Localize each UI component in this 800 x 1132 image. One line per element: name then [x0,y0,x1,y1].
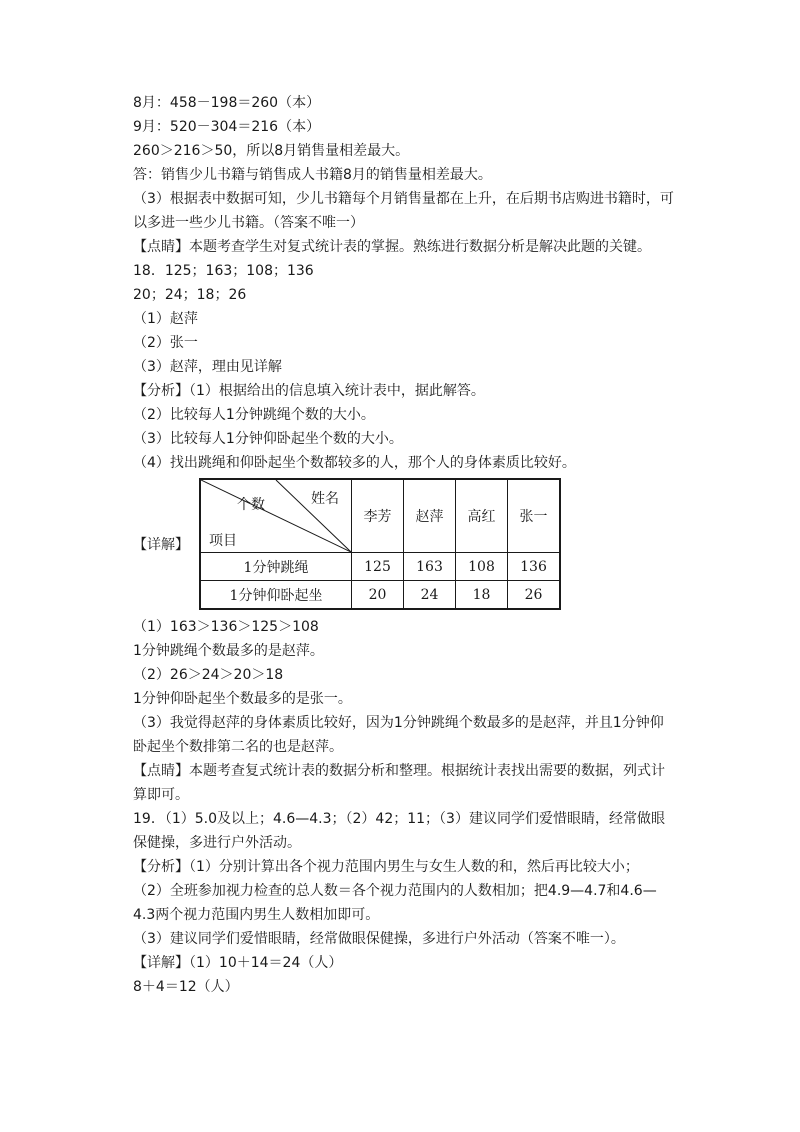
text-line: 4.3两个视力范围内男生人数相加即可。 [133,907,380,923]
name-header-cell: 赵萍 [404,479,456,553]
text-line: 8＋4＝12（人） [133,979,239,995]
text-line: 20；24；18；26 [133,287,247,303]
text-block-bottom [133,616,693,1000]
statistics-table [199,478,561,610]
text-line: 18．125；163；108；136 [133,263,314,279]
text-line: 卧起坐个数排第二名的也是赵萍。 [133,739,343,755]
value-cell: 136 [508,553,561,581]
diagonal-header-cell [200,479,352,553]
corner-label-item: 项目 [209,533,237,549]
text-line: 【详解】（1）10＋14＝24（人） [133,955,343,971]
text-line: （2）比较每人1分钟跳绳个数的大小。 [133,407,375,423]
item-cell: 1分钟跳绳 [200,553,352,581]
value-cell: 18 [456,581,508,610]
text-line: 8月：458－198＝260（本） [133,95,321,111]
text-line: （2）张一 [133,335,198,351]
value-cell: 125 [352,553,404,581]
text-line: （1）赵萍 [133,311,198,327]
corner-label-count: 个数 [237,497,265,513]
text-line: 【分析】（1）分别计算出各个视力范围内男生与女生人数的和，然后再比较大小； [133,859,639,875]
text-line: 19．（1）5.0及以上；4.6—4.3；（2）42；11；（3）建议同学们爱惜眼睛，经常做眼 [133,811,665,827]
table-row [200,553,560,581]
item-cell: 1分钟仰卧起坐 [200,581,352,610]
text-line: 答：销售少儿书籍与销售成人书籍8月的销售量相差最大。 [133,167,492,183]
detail-table-row [133,478,693,610]
text-line: （3）我觉得赵萍的身体素质比较好，因为1分钟跳绳个数最多的是赵萍，并且1分钟仰 [133,715,664,731]
detail-label: 【详解】 [133,537,189,553]
text-line: （4）找出跳绳和仰卧起坐个数都较多的人，那个人的身体素质比较好。 [133,455,576,471]
text-line: 【点睛】本题考查学生对复式统计表的掌握。熟练进行数据分析是解决此题的关键。 [133,239,651,255]
text-line: 【点睛】本题考查复式统计表的数据分析和整理。根据统计表找出需要的数据，列式计 [133,763,665,779]
table-row [200,581,560,610]
name-header-cell: 高红 [456,479,508,553]
corner-label-name: 姓名 [311,491,339,507]
value-cell: 24 [404,581,456,610]
text-line: （1）163＞136＞125＞108 [133,619,319,635]
text-line: 9月：520－304＝216（本） [133,119,321,135]
text-line: （2）全班参加视力检查的总人数＝各个视力范围内的人数相加；把4.9—4.7和4.6— [133,883,657,899]
text-line: 260＞216＞50，所以8月销售量相差最大。 [133,143,410,159]
text-line: 算即可。 [133,787,189,803]
value-cell: 26 [508,581,561,610]
table-header-row [200,479,560,553]
value-cell: 163 [404,553,456,581]
text-line: （3）比较每人1分钟仰卧起坐个数的大小。 [133,431,403,447]
name-header-cell: 张一 [508,479,561,553]
name-header-cell: 李芳 [352,479,404,553]
document-page [133,92,693,1000]
text-line: 保健操，多进行户外活动。 [133,835,301,851]
text-line: 【分析】（1）根据给出的信息填入统计表中，据此解答。 [133,383,485,399]
text-line: 1分钟跳绳个数最多的是赵萍。 [133,643,324,659]
value-cell: 20 [352,581,404,610]
text-line: （3）赵萍，理由见详解 [133,359,282,375]
text-block-top [133,92,693,476]
value-cell: 108 [456,553,508,581]
text-line: 1分钟仰卧起坐个数最多的是张一。 [133,691,352,707]
text-line: （2）26＞24＞20＞18 [133,667,284,683]
text-line: （3）根据表中数据可知，少儿书籍每个月销售量都在上升，在后期书店购进书籍时，可 [133,191,674,207]
text-line: 以多进一些少儿书籍。（答案不唯一） [133,215,364,231]
text-line: （3）建议同学们爱惜眼睛，经常做眼保健操，多进行户外活动（答案不唯一）。 [133,931,625,947]
